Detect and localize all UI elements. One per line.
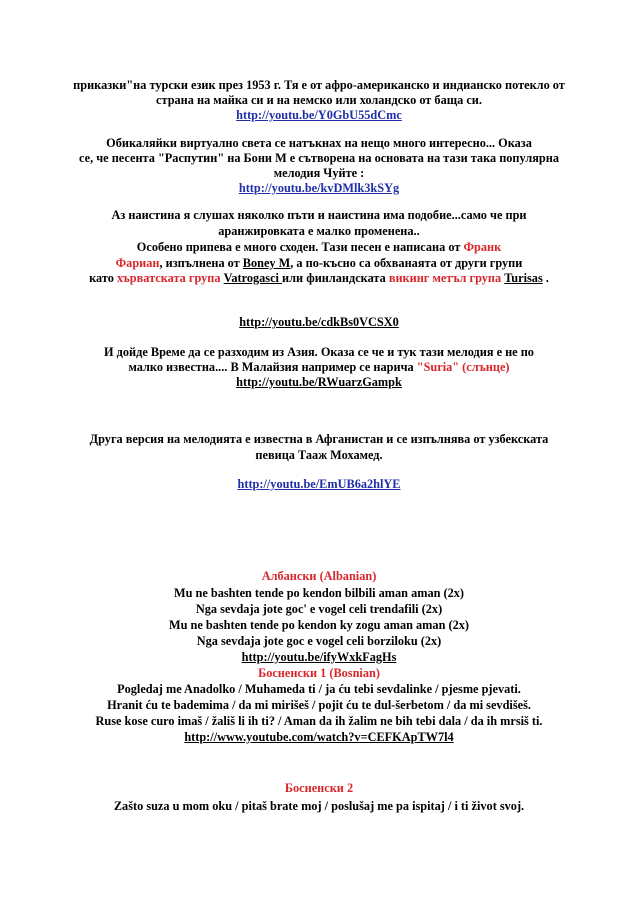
text-span: Особено припева е много сходен. Тази песен е написана от	[136, 240, 464, 254]
text-span: малко известна.... В Малайзия например се нарича	[128, 360, 417, 374]
section-heading-albanian: Албански (Albanian)	[261, 569, 377, 583]
lyric-line: Ruse kose curo imaš / žališ li ih ti? / Aman da ih žalim ne bih tebi dala / da ih mrsiš ti.	[95, 714, 543, 728]
paragraph-text-line: Друга версия на мелодията е известна в Афганистан и се изпълнява от узбекската	[89, 432, 549, 446]
text-span: като	[89, 271, 117, 285]
youtube-link[interactable]: http://www.youtube.com/watch?v=CEFKApTW7l4	[184, 730, 454, 744]
highlighted-name: Франк	[463, 240, 502, 254]
text-span: , изпълнена от	[159, 256, 243, 270]
highlighted-name: Фариан	[115, 256, 160, 270]
youtube-link[interactable]: http://youtu.be/RWuarzGampk	[236, 375, 402, 389]
lyric-line: Mu ne bashten tende po kendon ky zogu aman aman (2x)	[169, 618, 469, 632]
paragraph-text-line	[0, 360, 638, 375]
paragraph-text-line	[0, 271, 638, 286]
lyric-line: Pogledaj me Anadolko / Muhameda ti / ja ću tebi sevdalinke / pjesme pjevati.	[117, 682, 521, 696]
section-heading-bosnian-1: Босненски 1 (Bosnian)	[258, 666, 380, 680]
paragraph-text-line: мелодия Чуйте :	[273, 166, 365, 180]
paragraph-text-line: приказки"на турски език през 1953 г. Тя е от афро-американско и индианско потекло от	[73, 78, 565, 92]
text-span: , а по-късно са обхванаята от други групи	[290, 256, 523, 270]
paragraph-text-line: Аз наистина я слушах няколко пъти и наистина има подобие...само че при	[111, 208, 527, 222]
lyric-line: Nga sevdaja jote goc' e vogel celi trendafili (2x)	[195, 602, 443, 616]
text-span: .	[542, 271, 549, 285]
text-span: или финландската	[282, 271, 389, 285]
lyric-line: Mu ne bashten tende po kendon bilbili aman aman (2x)	[173, 586, 465, 600]
youtube-link[interactable]: http://youtu.be/cdkBs0VCSX0	[239, 315, 399, 329]
paragraph-text-line: Обикаляйки виртуално света се натъкнах на нещо много интересно... Оказа	[106, 136, 532, 150]
youtube-link[interactable]: http://youtu.be/EmUB6a2hlYE	[237, 477, 401, 491]
vatrogasci-link[interactable]: Vatrogasci	[223, 271, 283, 285]
lyric-line: Nga sevdaja jote goc e vogel celi borziloku (2x)	[196, 634, 442, 648]
youtube-link[interactable]: http://youtu.be/ifyWxkFagHs	[241, 650, 397, 664]
lyric-line: Hranit ću te bademima / da mi mirišeš / pojit ću te dul-šerbetom / da mi sevdišeš.	[107, 698, 531, 712]
highlighted-text: "Suria" (слънце)	[416, 360, 510, 374]
paragraph-text-line: аранжировката е малко променена..	[218, 224, 420, 238]
paragraph-text-line: страна на майка си и на немско или холандско от баща си.	[156, 93, 482, 107]
highlighted-text: хърватската група	[116, 271, 221, 285]
section-heading-bosnian-2: Босненски 2	[284, 781, 354, 795]
paragraph-text-line	[0, 240, 638, 255]
paragraph-text-line: певица Тааж Мохамед.	[255, 448, 383, 462]
paragraph-text-line: се, че песента "Распутин" на Бони М е сътворена на основата на тази така популярна	[79, 151, 559, 165]
youtube-link[interactable]: http://youtu.be/kvDMlk3kSYg	[238, 181, 400, 195]
lyric-line: Zašto suza u mom oku / pitaš brate moj / poslušaj me pa ispitaj / i ti život svoj.	[113, 799, 525, 813]
youtube-link[interactable]: http://youtu.be/Y0GbU55dCmc	[236, 108, 402, 122]
turisas-link[interactable]: Turisas	[504, 271, 543, 285]
boney-m-link[interactable]: Boney M	[242, 256, 291, 270]
highlighted-text: викинг метъл група	[388, 271, 502, 285]
paragraph-text-line	[0, 256, 638, 271]
paragraph-text-line: И дойде Време да се разходим из Азия. Оказа се че и тук тази мелодия е не по	[104, 345, 534, 359]
